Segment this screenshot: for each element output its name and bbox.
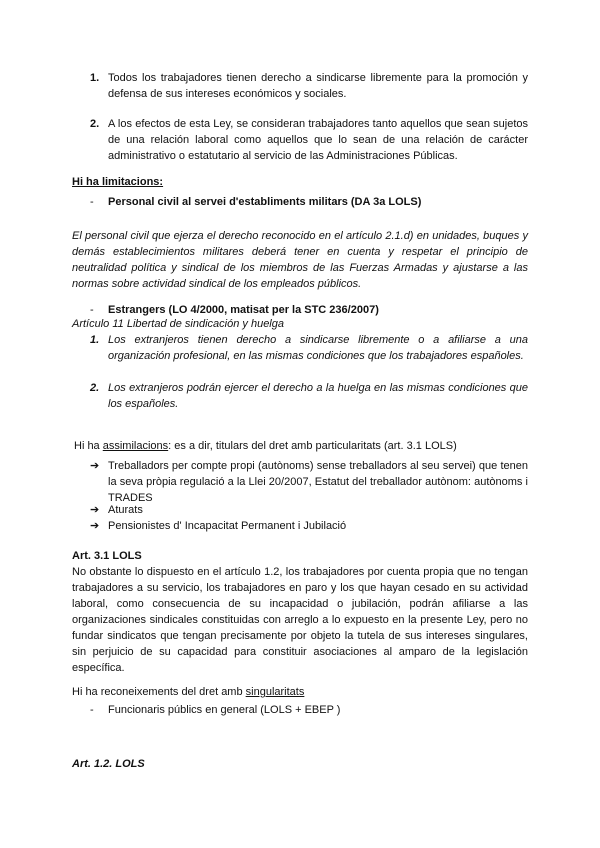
singularities-keyword: singularitats [245, 686, 305, 698]
assimilations-keyword: assimilacions [102, 440, 169, 452]
foreigners-item-text: Los extranjeros tienen derecho a sindicarse libremente o a afiliarse a una organización profesional, en las mismas condiciones que los trabajadores españoles. [108, 334, 528, 362]
military-label: Personal civil al servei d'establiments militars (DA 3a LOLS) [108, 196, 422, 208]
assimilation-item: Pensionistes d' Incapacitat Permanent i Jubilació [108, 520, 347, 532]
art31-text: No obstante lo dispuesto en el artículo 1.2, los trabajadores por cuenta propia que no tengan trabajadores a su servicio, los trabajadores en paro y los que hayan cesado en su actividad laboral, como consecuencia de su incapacidad o jubilación, podrán afiliarse a las organizaciones sindicales constituidas con arreglo a lo expuesto en la presente Ley, pero no fundar sindicatos que tengan precisamente por objeto la tutela de sus intereses singulares, sin perjuicio de su capacidad para constituir asociaciones al amparo de la legislación específica. [72, 566, 528, 674]
foreigners-label: Estrangers (LO 4/2000, matisat per la STC 236/2007) [108, 304, 379, 316]
singularities-intro: Hi ha reconeixements del dret amb singularitats [72, 686, 305, 698]
list-number: 2. [90, 382, 100, 394]
assimilation-item: Treballadors per compte propi (autònoms) sense treballadors al seu servei) que tenen la seva pròpia regulació a la Llei 20/2007, Estatut del treballador autònom: autònoms i TRADES [108, 460, 528, 504]
bullet-dash: - [90, 304, 94, 316]
bullet-dash: - [90, 704, 94, 716]
assimilation-item: Aturats [108, 504, 143, 516]
list-number: 2. [90, 118, 100, 130]
singularities-item: Funcionaris públics en general (LOLS + EBEP ) [108, 704, 341, 716]
foreigners-item-text: Los extranjeros podrán ejercer el derecho a la huelga en las mismas condiciones que los españoles. [108, 382, 528, 410]
arrow-bullet-icon: ➔ [90, 520, 100, 532]
list-item-text: Todos los trabajadores tienen derecho a sindicarse libremente para la promoción y defensa de sus intereses económicos y sociales. [108, 72, 528, 100]
arrow-bullet-icon: ➔ [90, 504, 100, 516]
list-number: 1. [90, 334, 100, 346]
limitations-heading: Hi ha limitacions: [72, 176, 164, 188]
list-item-text: A los efectos de esta Ley, se consideran trabajadores tanto aquellos que sean sujetos de una relación laboral como aquellos que lo sean de una relación de carácter administrativo o estatutario al servicio de las Administraciones Públicas. [108, 118, 528, 162]
bullet-dash: - [90, 196, 94, 208]
article-11-title: Artículo 11 Libertad de sindicación y huelga [72, 318, 284, 330]
list-number: 1. [90, 72, 100, 84]
art31-heading: Art. 3.1 LOLS [72, 550, 142, 562]
arrow-bullet-icon: ➔ [90, 460, 100, 472]
military-quote: El personal civil que ejerza el derecho reconocido en el artículo 2.1.d) en unidades, buques y demás establecimientos militares deberá tener en cuenta y respetar el principio de neutralidad política y sindical de los miembros de las Fuerzas Armadas y ajustarse a las normas sobre actividad sindical de los empleados públicos. [72, 230, 528, 290]
art12-heading: Art. 1.2. LOLS [72, 758, 145, 770]
assimilations-intro: Hi ha assimilacions: es a dir, titulars del dret amb particularitats (art. 3.1 LOLS) [74, 440, 457, 452]
